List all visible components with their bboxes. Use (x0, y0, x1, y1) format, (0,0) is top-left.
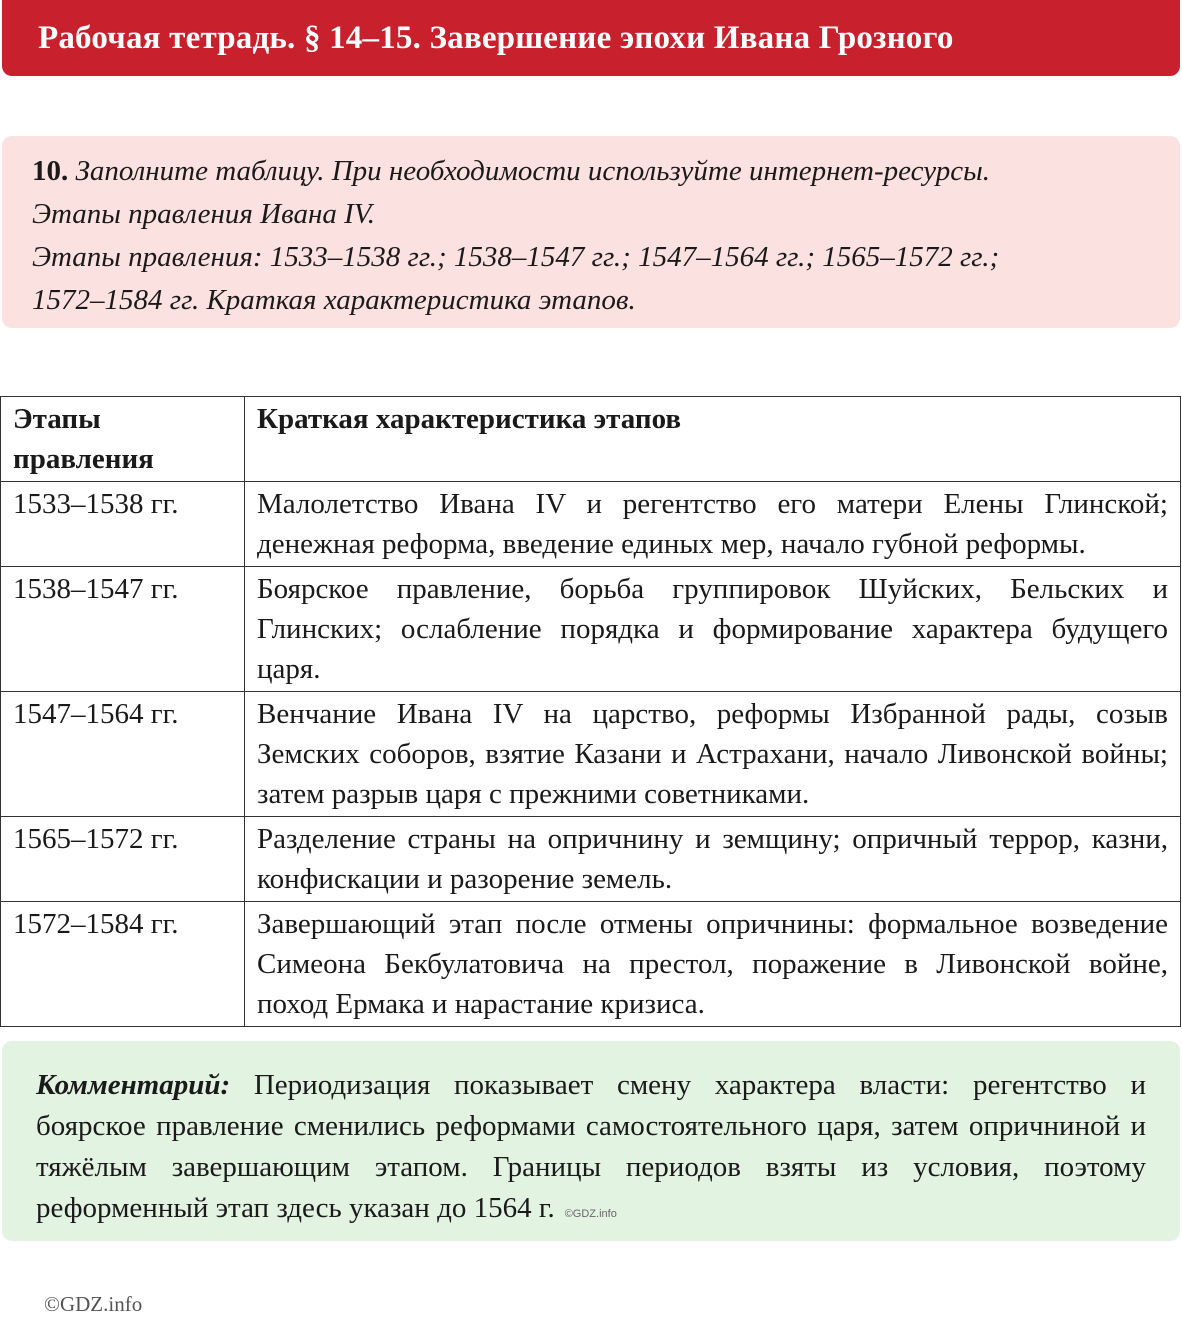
task-box (2, 136, 1180, 328)
comment-label: Комментарий: (36, 1069, 231, 1101)
header-banner (2, 0, 1180, 76)
row-desc: Завершающий этап после отмены опричнины: формальное возведение Симеона Бекбулатовича на престол, поражение в Ливонской войне, поход Ермака и нарастание кризиса. (245, 902, 1181, 1027)
row-desc: Венчание Ивана IV на царство, реформы Избранной рады, созыв Земских соборов, взятие Казани и Астрахани, начало Ливонской войны; затем разрыв царя с прежними советниками. (245, 692, 1181, 817)
footer-copyright: ©GDZ.info (44, 1292, 143, 1316)
row-period: 1538–1547 гг. (1, 567, 245, 692)
header-desc: Краткая характеристика этапов (245, 397, 1181, 482)
inline-watermark: ©GDZ.info (564, 1208, 617, 1220)
comment-box (2, 1041, 1180, 1241)
row-desc: Боярское правление, борьба группировок Шуйских, Бельских и Глинских; ослабление порядка и формирование характера будущего царя. (245, 567, 1181, 692)
comment-text: Периодизация показывает смену характера власти: регентство и боярское правление сменились реформами самостоятельного царя, затем опричниной и тяжёлым завершающим этапом. Границы периодов взяты из условия, поэтому реформенный этап здесь указан до 1564 г. (36, 1069, 1147, 1224)
row-desc: Малолетство Ивана IV и регентство его матери Елены Глинской; денежная реформа, введение единых мер, начало губной реформы. (245, 482, 1181, 567)
task-instruction: Заполните таблицу. При необходимости используйте интернет-ресурсы. (75, 155, 991, 187)
row-period: 1533–1538 гг. (1, 482, 245, 567)
table-row (1, 902, 1181, 1027)
table-row (1, 817, 1181, 902)
table-row (1, 567, 1181, 692)
table-header-row (1, 397, 1181, 482)
task-line-2: Этапы правления Ивана IV. (32, 198, 375, 230)
stages-table (0, 396, 1181, 1027)
task-number: 10. (32, 155, 69, 187)
page-title: Рабочая тетрадь. § 14–15. Завершение эпохи Ивана Грозного (38, 19, 954, 56)
row-period: 1572–1584 гг. (1, 902, 245, 1027)
task-line-4: 1572–1584 гг. Краткая характеристика этапов. (32, 284, 636, 316)
task-line-1 (32, 150, 1150, 193)
row-period: 1547–1564 гг. (1, 692, 245, 817)
table-row (1, 482, 1181, 567)
header-period: Этапы правления (1, 397, 245, 482)
row-period: 1565–1572 гг. (1, 817, 245, 902)
row-desc: Разделение страны на опричнину и земщину; опричный террор, казни, конфискации и разорение земель. (245, 817, 1181, 902)
table-row (1, 692, 1181, 817)
task-line-3: Этапы правления: 1533–1538 гг.; 1538–1547 гг.; 1547–1564 гг.; 1565–1572 гг.; (32, 241, 1000, 273)
